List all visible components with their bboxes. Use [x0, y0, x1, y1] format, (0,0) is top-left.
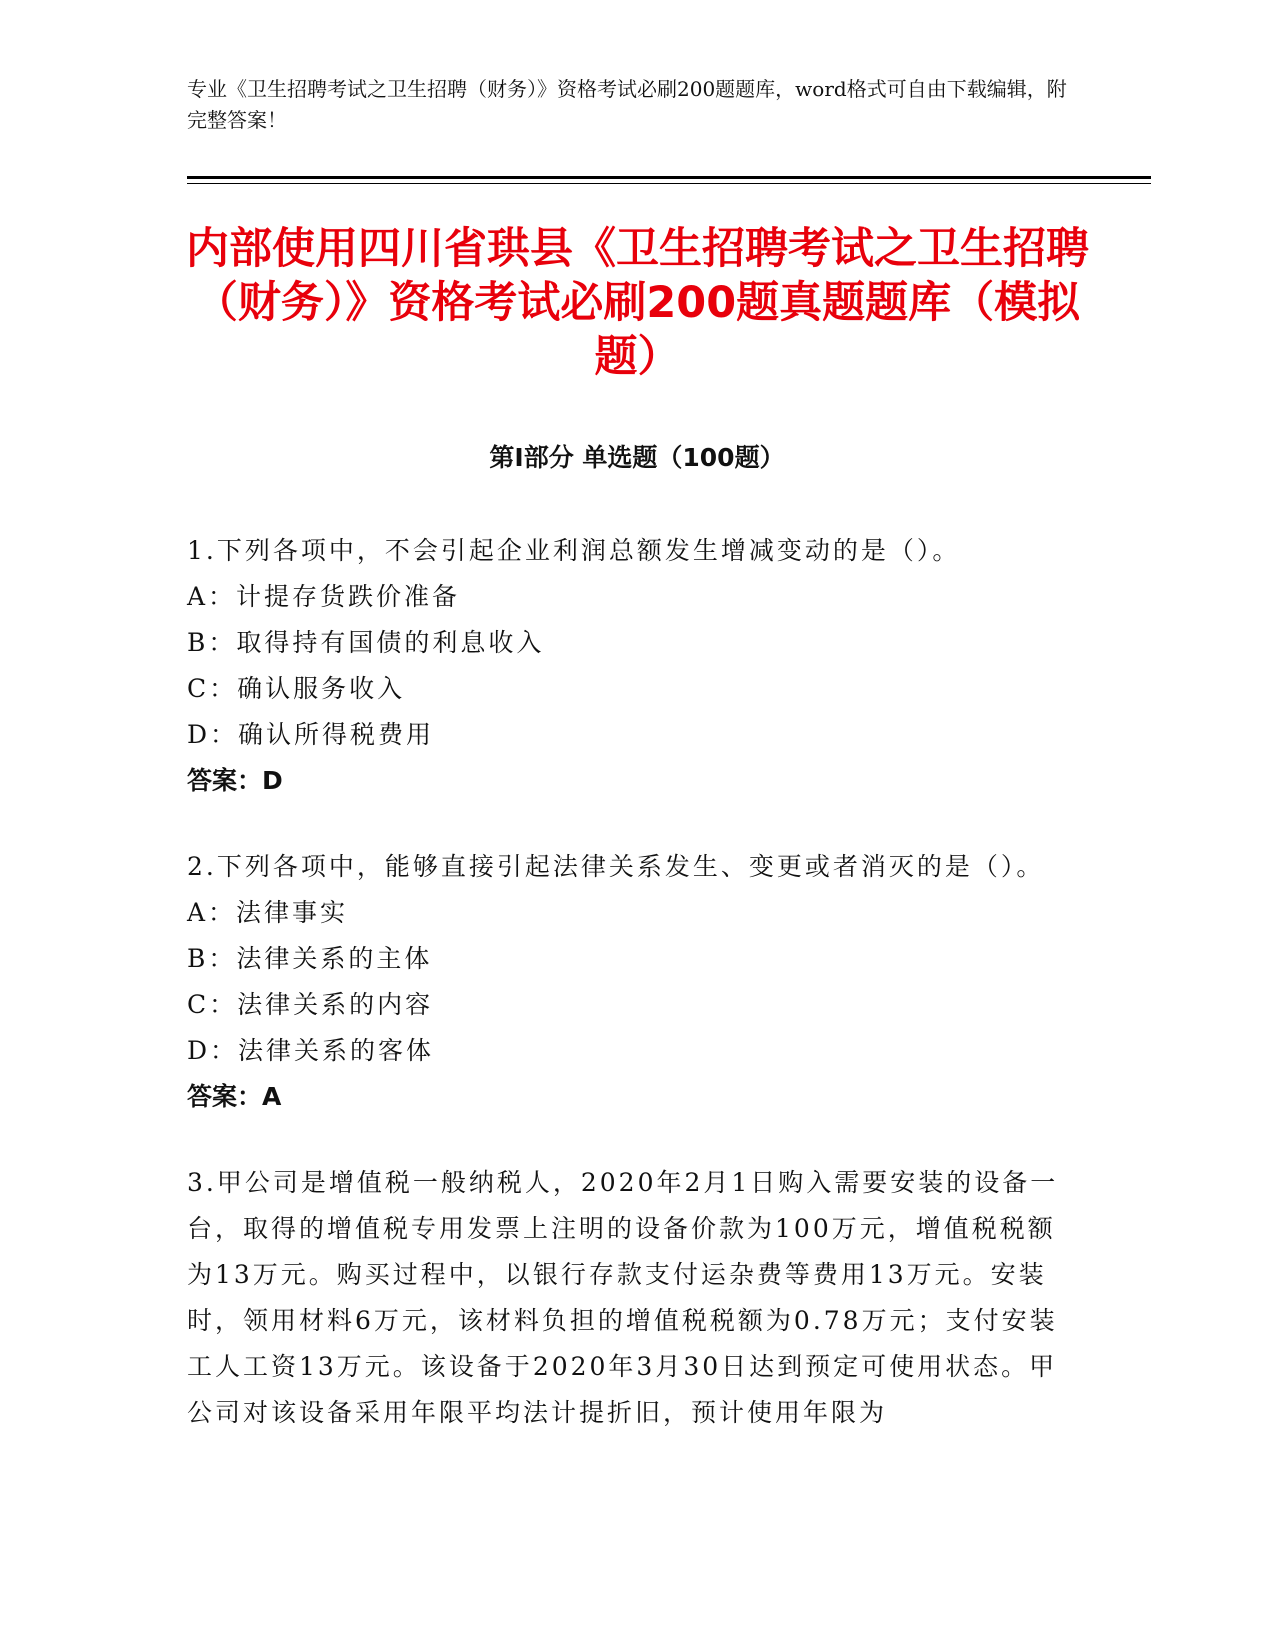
header-divider-thick	[187, 176, 1151, 179]
question-stem: 2.下列各项中，能够直接引起法律关系发生、变更或者消灭的是（）。	[187, 852, 1045, 881]
option-c: C：法律关系的内容	[187, 990, 434, 1019]
question-1	[187, 528, 1067, 804]
option-d: D：法律关系的客体	[187, 1036, 435, 1065]
header-note: 专业《卫生招聘考试之卫生招聘（财务）》资格考试必刷200题题库，word格式可自由下载编辑，附完整答案！	[187, 77, 1067, 132]
question-list	[187, 528, 1067, 1476]
option-a: A：法律事实	[187, 898, 349, 927]
option-c: C：确认服务收入	[187, 674, 406, 703]
question-3	[187, 1160, 1067, 1436]
section-title: 第Ⅰ部分 单选题（100题）	[489, 443, 785, 472]
option-a: A：计提存货跌价准备	[187, 582, 461, 611]
answer: 答案：D	[187, 766, 283, 795]
option-b: B：法律关系的主体	[187, 944, 433, 973]
header-divider-thin	[187, 183, 1151, 184]
option-d: D：确认所得税费用	[187, 720, 435, 749]
option-b: B：取得持有国债的利息收入	[187, 628, 545, 657]
document-title: 内部使用四川省珙县《卫生招聘考试之卫生招聘（财务）》资格考试必刷200题真题题库（模拟题）	[186, 224, 1089, 382]
answer: 答案：A	[187, 1082, 282, 1111]
question-stem: 3.甲公司是增值税一般纳税人，2020年2月1日购入需要安装的设备一台，取得的增值税专用发票上注明的设备价款为100万元，增值税税额为13万元。购买过程中，以银行存款支付运杂费等费用13万元。安装时，领用材料6万元，该材料负担的增值税税额为0.78万元；支付安装工人工资13万元。该设备于2020年3月30日达到预定可使用状态。甲公司对该设备采用年限平均法计提折旧，预计使用年限为	[187, 1168, 1059, 1427]
question-2	[187, 844, 1067, 1120]
question-stem: 1.下列各项中，不会引起企业利润总额发生增减变动的是（）。	[187, 536, 961, 565]
